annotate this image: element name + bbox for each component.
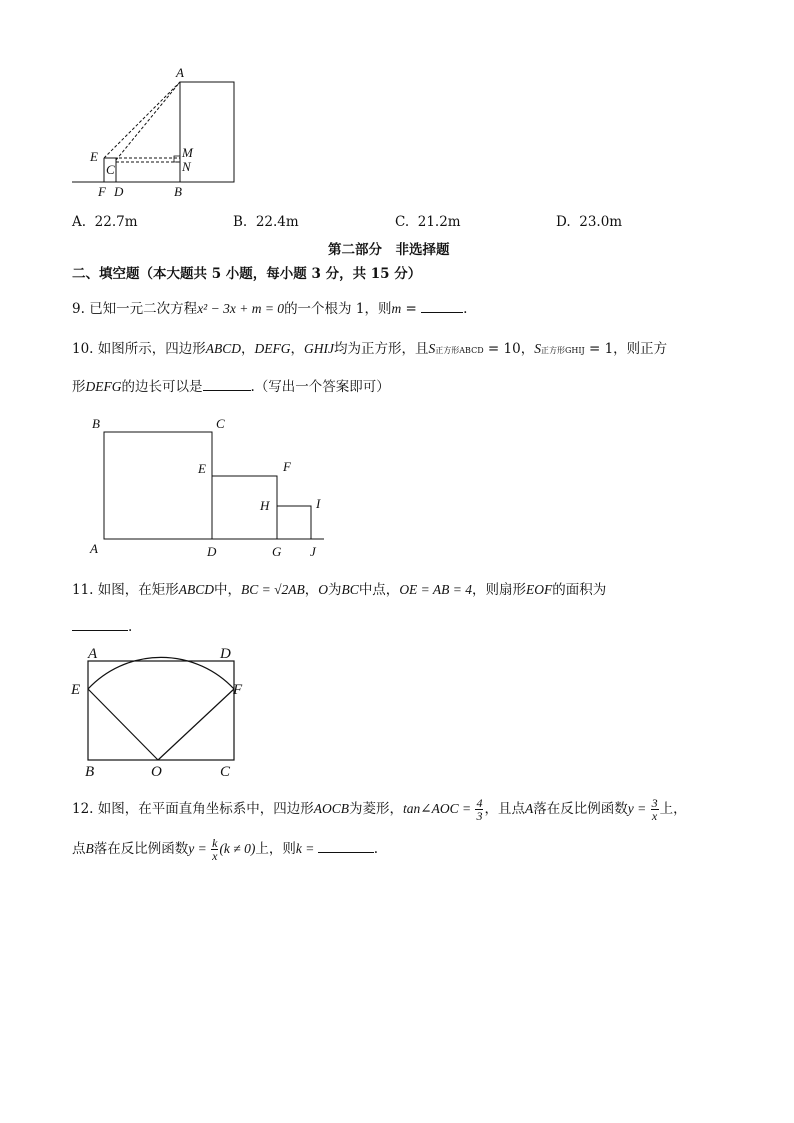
q10-label-E: E — [198, 461, 206, 476]
q8-label-C: C — [106, 162, 115, 177]
q10-label-I: I — [316, 496, 321, 511]
q8-option-b: B. 22.4m — [233, 214, 299, 230]
q8-label-F: F — [98, 184, 106, 199]
q8-option-a: A. 22.7m — [72, 214, 138, 230]
q11-label-D: D — [220, 646, 231, 662]
q12-function-2-fraction: $\frac{k}{x}$ — [212, 836, 218, 863]
q10-figure — [84, 414, 334, 562]
q8-label-M: M — [182, 145, 193, 160]
q11-line1: 11. 如图，在矩形ABCD中，BC = √2AB，O为BC中点，OE = AB = 4，则扇形EOF的面积为 — [72, 582, 607, 598]
q10-label-J: J — [310, 544, 316, 559]
q12-tan-fraction: $\frac{4}{3}$ — [476, 796, 483, 823]
q12-answer-blank[interactable] — [318, 838, 374, 853]
q10-answer-blank[interactable] — [203, 376, 251, 391]
part2-title: 第二部分 非选择题 — [328, 242, 450, 258]
q10-line2: 形DEFG的边长可以是 .（写出一个答案即可） — [72, 376, 390, 397]
q8-label-A: A — [176, 65, 184, 80]
q10-label-A: A — [90, 541, 98, 556]
q9-answer-blank[interactable] — [421, 298, 463, 313]
section2-title: 二、填空题（本大题共 5 小题，每小题 3 分，共 15 分） — [72, 266, 422, 282]
q10-label-C: C — [216, 416, 225, 431]
q12-line1: 12. 如图，在平面直角坐标系中，四边形AOCB为菱形，tan∠AOC = $\frac{4}{3}$ ，且点A落在反比例函数y = $\frac{3}{x}$ 上， — [72, 796, 687, 823]
q10-label-F: F — [283, 459, 291, 474]
q8-label-D: D — [114, 184, 124, 199]
q11-label-C: C — [220, 764, 231, 780]
q9-equation: x² − 3x + m = 0 — [197, 301, 285, 316]
q8-label-B: B — [174, 184, 182, 199]
q10-line1: 10. 如图所示，四边形ABCD，DEFG，GHIJ均为正方形，且S正方形ABCD = 10，S正方形GHIJ = 1，则正方 — [72, 341, 668, 357]
q11-answer-blank[interactable] — [72, 616, 128, 631]
q11-figure — [66, 642, 256, 782]
q11-label-O: O — [151, 764, 162, 780]
q8-option-c: C. 21.2m — [395, 214, 461, 230]
q8-label-E: E — [90, 149, 98, 164]
q10-label-G: G — [272, 544, 282, 559]
q10-label-H: H — [260, 498, 270, 513]
q9: 9. 已知一元二次方程x² − 3x + m = 0的一个根为 1，则m = . — [72, 298, 467, 319]
q8-option-d: D. 23.0m — [556, 214, 623, 230]
q8-label-N: N — [182, 159, 191, 174]
q11-label-F: F — [233, 682, 243, 698]
q10-label-B: B — [92, 416, 100, 431]
q11-label-E: E — [71, 682, 81, 698]
q8-figure — [60, 62, 250, 202]
q10-label-D: D — [207, 544, 217, 559]
q11-label-B: B — [85, 764, 95, 780]
q11-line2: . — [72, 616, 132, 637]
q12-line2: 点B落在反比例函数y = $\frac{k}{x}$ (k ≠ 0)上，则k = . — [72, 836, 378, 863]
q12-function-1-fraction: $\frac{3}{x}$ — [651, 796, 658, 823]
q11-label-A: A — [88, 646, 98, 662]
